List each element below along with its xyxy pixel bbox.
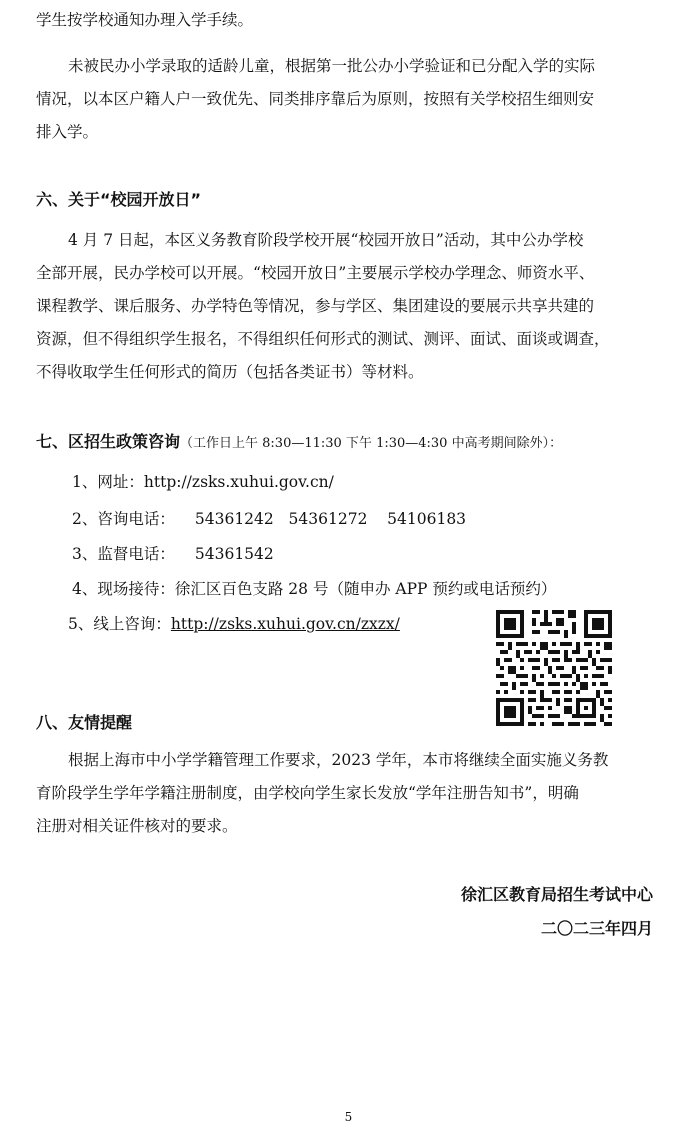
- contact-phone-value: 54361242 54361272 54106183: [194, 510, 467, 528]
- onsite-reception: [72, 577, 556, 599]
- page-number: 5: [344, 1110, 353, 1124]
- contact-website: [72, 470, 334, 492]
- qr-code: [496, 610, 612, 726]
- contact-website-url[interactable]: http://zsks.xuhui.gov.cn/: [143, 473, 334, 491]
- issue-date: 二〇二三年四月: [540, 919, 653, 938]
- paragraph-enrollment-procedure: 学生按学校通知办理入学手续。: [36, 11, 254, 29]
- section-8-paragraph: 根据上海市中小学学籍管理工作要求，2023 学年，本市将继续全面实施义务教 育阶段学生学年学籍注册制度，由学校向学生家长发放“学年注册告知书”，明确 注册对相关证件核对的要求。: [36, 751, 609, 835]
- contact-phone: [72, 507, 466, 529]
- section-8-heading: 八、友情提醒: [36, 713, 133, 732]
- section-7-title: 七、区招生政策咨询: [36, 432, 181, 451]
- online-consultation: [68, 612, 400, 634]
- onsite-reception-label: 4、现场接待：: [72, 580, 175, 598]
- supervision-phone-value: 54361542: [194, 545, 274, 563]
- contact-phone-label: 2、咨询电话：: [72, 510, 175, 528]
- supervision-phone: [72, 542, 274, 564]
- contact-website-label: 1、网址：: [72, 473, 144, 491]
- section-6-heading: 六、关于“校园开放日”: [36, 190, 202, 209]
- section-7-hours-note: （工作日上午 8:30—11:30 下午 1:30—4:30 中高考期间除外）：: [180, 436, 563, 451]
- issuing-organization: 徐汇区教育局招生考试中心: [460, 885, 653, 904]
- supervision-phone-label: 3、监督电话：: [72, 545, 175, 563]
- online-consultation-link[interactable]: http://zsks.xuhui.gov.cn/zxzx/: [170, 615, 400, 633]
- online-consultation-label: 5、线上咨询：: [68, 615, 171, 633]
- section-6-paragraph: 4 月 7 日起，本区义务教育阶段学校开展“校园开放日”活动，其中公办学校 全部开展，民办学校可以开展。“校园开放日”主要展示学校办学理念、师资水平、 课程教学、课后服务、办学特色等情况，参与学区、集团建设的要展示共享共建的 资源，但不得组织学生报名，不得组织任何形式的测试、测评、面试、面谈或调查， 不得收取学生任何形式的简历（包括各类证书）等材料。: [36, 231, 610, 381]
- section-7-heading: [36, 429, 562, 452]
- paragraph-unassigned-children: 未被民办小学录取的适龄儿童，根据第一批公办小学验证和已分配入学的实际 情况，以本区户籍人户一致优先、同类排序靠后为原则，按照有关学校招生细则安 排入学。: [36, 57, 596, 141]
- onsite-reception-address: 徐汇区百色支路 28 号（随申办 APP 预约或电话预约）: [174, 580, 557, 598]
